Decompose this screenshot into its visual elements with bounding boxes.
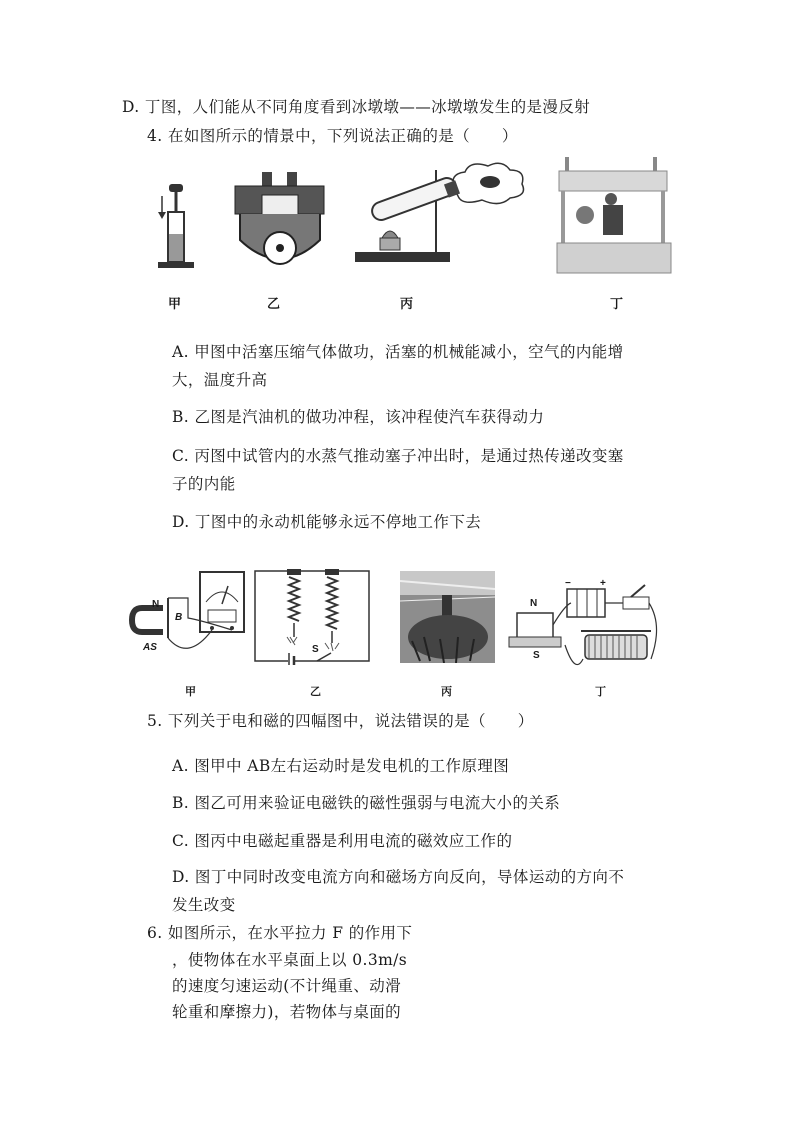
q5-label-switch-s: S [312,644,319,655]
q6-line2: ，使物体在水平桌面上以 0.3m/s [172,951,408,969]
q4-figure-yi-engine [232,170,327,275]
q5-label-s2: S [533,650,540,661]
q4-figure-jia-air-pump [150,182,200,272]
q5-caption-ding: 丁 [595,685,606,698]
q4-stem: 4. 在如图所示的情景中，下列说法正确的是（ ） [147,127,518,145]
q4-option-d: D. 丁图中的永动机能够永远不停地工作下去 [172,513,482,531]
q6-line1: 6. 如图所示，在水平拉力 F 的作用下 [147,924,413,942]
q4-caption-jia: 甲 [168,297,182,312]
q5-label-b: B [175,612,183,623]
q5-caption-jia: 甲 [185,685,196,698]
q5-caption-yi: 乙 [310,685,321,698]
q5-option-a: A. 图甲中 AB左右运动时是发电机的工作原理图 [172,757,510,775]
q5-label-plus: + [600,578,606,589]
q5-label-n2: N [530,598,538,609]
q4-figure-ding-perpetual-machine [553,155,678,280]
q5-caption-bing: 丙 [441,685,452,698]
q4-option-b: B. 乙图是汽油机的做功冲程，该冲程使汽车获得动力 [172,408,545,426]
q4-option-c-line2: 子的内能 [172,475,236,493]
q5-figure-bing-crane-photo [400,571,495,663]
q4-option-a-line1: A. 甲图中活塞压缩气体做功，活塞的机械能减小，空气的内能增 [172,343,624,361]
q6-line4: 轮重和摩擦力)，若物体与桌面的 [172,1003,402,1021]
q4-option-c-line1: C. 丙图中试管内的水蒸气推动塞子冲出时，是通过热传递改变塞 [172,447,624,465]
q4-option-a-line2: 大，温度升高 [172,371,268,389]
q4-caption-bing: 丙 [400,297,414,312]
q5-label-as: AS [143,642,157,653]
q6-line3: 的速度匀速运动(不计绳重、动滑 [172,977,402,995]
q5-stem: 5. 下列关于电和磁的四幅图中，说法错误的是（ ） [147,712,534,730]
q5-label-n: N [152,599,160,610]
q5-option-b: B. 图乙可用来验证电磁铁的磁性强弱与电流大小的关系 [172,794,561,812]
q4-caption-yi: 乙 [267,297,281,312]
q5-label-minus: − [565,578,571,589]
q4-caption-ding: 丁 [610,297,624,312]
q5-option-c: C. 图丙中电磁起重器是利用电流的磁效应工作的 [172,832,513,850]
q4-figure-bing-test-tube [350,160,530,272]
q5-figure-ding-motor [505,575,665,685]
q5-option-d-line1: D. 图丁中同时改变电流方向和磁场方向反向，导体运动的方向不 [172,868,625,886]
q5-option-d-line2: 发生改变 [172,896,236,914]
q3-option-d: D. 丁图，人们能从不同角度看到冰墩墩——冰墩墩发生的是漫反射 [122,98,591,116]
